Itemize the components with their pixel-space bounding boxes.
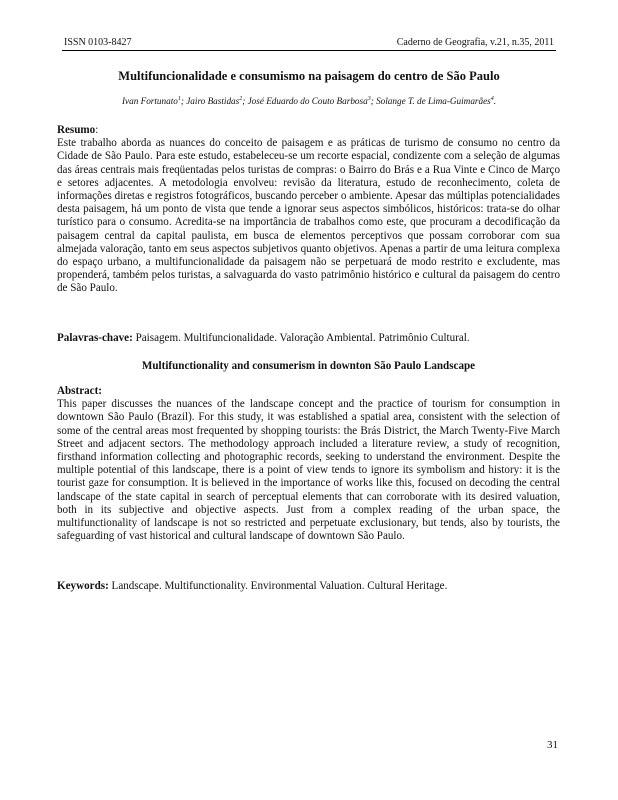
page-number: 31 (547, 739, 558, 751)
journal-citation: Caderno de Geografia, v.21, n.35, 2011 (396, 37, 554, 48)
author-footnote-mark: 3 (367, 95, 371, 102)
author-name: José Eduardo do Couto Barbosa (247, 96, 368, 106)
author-footnote-mark: 4 (490, 95, 494, 102)
keywords-text: Landscape. Multifunctionality. Environmental Valuation. Cultural Heritage. (108, 580, 448, 592)
keywords-label: Keywords: (57, 580, 109, 592)
resumo-heading: Resumo (57, 124, 96, 136)
author-separator: ; (180, 96, 187, 106)
author-footnote-mark: 2 (239, 95, 243, 102)
issn-text: ISSN 0103-8427 (64, 37, 132, 48)
author-separator: . (493, 96, 497, 106)
author-separator: ; (242, 96, 248, 106)
author-footnote-mark: 1 (177, 95, 181, 102)
abstract-heading: Abstract: (57, 385, 102, 397)
author-name: Ivan Fortunato (121, 96, 178, 106)
palavras-chave-section (57, 332, 560, 345)
palavras-chave-label: Palavras-chave: (57, 332, 133, 344)
author-list (62, 95, 556, 107)
palavras-chave-text: Paisagem. Multifuncionalidade. Valoração Ambiental. Patrimônio Cultural. (132, 332, 470, 344)
running-header (62, 37, 556, 51)
abstract-section (57, 385, 560, 543)
article-title: Multifuncionalidade e consumismo na paisagem do centro de São Paulo (118, 69, 500, 83)
abstract-text: This paper discusses the nuances of the landscape concept and the practice of tourism for consumption in downtown São Paulo (Brazil). For this study, it was established a spatial area, consistent with the selection of some of the central areas most frequented by shopping tourists: the Brás District, the March Twenty-Five March Street and adjacent sectors. The methodology approach included a literature review, a study of recognition, firsthand information collecting and photographic records, seeking to understand the environment. Despite the multiple potential of this landscape, there is a point of view tends to ignore its symbolism and history: it is the tourist gaze for consumption. It is believed in the importance of works like this, focused on decoding the central landscape of the state capital in search of perceptual elements that can corroborate with its desired valuation, both in its subjective and objective aspects. Just from a complex reading of the urban space, the multifunctionality of landscape is not so restricted and perpetuate exclusionary, but tends, also by tourists, the safeguarding of vast historical and cultural landscape of downtown São Paulo. (57, 398, 560, 543)
author-name: Jairo Bastidas (186, 96, 240, 106)
keywords-section (57, 580, 560, 593)
resumo-text: Este trabalho aborda as nuances do conceito de paisagem e as práticas de turismo de consumo no centro da Cidade de São Paulo. Para este estudo, estabeleceu-se um recorte espacial, condizente com a seleção de algumas das áreas centrais mais freqüentadas pelos turistas de compras: o Bairro do Brás e a Rua Vinte e Cinco de Março e setores adjacentes. A metodologia envolveu: revisão da literatura, estudo de reconhecimento, coleta de informações diretas e registros fotográficos, buscando perceber o ambiente. Apesar das múltiplas potencialidades desta paisagem, há um ponto de vista que tende a ignorar seus aspectos simbólicos, históricos: trata-se do olhar turístico para o consumo. Acredita-se na importância de trabalhos como este, que procuram a decodificação da paisagem central da capital paulista, em busca de elementos perceptivos que possam corroborar com sua almejada valoração, tanto em seus aspectos subjetivos quanto objetivos. Apenas a partir de uma leitura complexa do espaço urbano, a multifuncionalidade da paisagem não se perpetuará de modo restrito e excludente, mas propenderá, também pelos turistas, a salvaguarda do vasto patrimônio histórico e cultural da paisagem do centro de São Paulo. (57, 137, 560, 295)
author-separator: ; (370, 96, 377, 106)
resumo-section: Resumo: Este trabalho aborda as nuances do conceito de paisagem e as práticas de turismo de consumo no centro da Cidade de São Paulo. Para este estudo, estabeleceu-se um recorte espacial, condizente com a seleção de algumas das áreas centrais mais freqüentadas pelos turistas de compras: o Bairro do Brás e a Rua Vinte e Cinco de Março e setores adjacentes. A metodologia envolveu: revisão da literatura, estudo de reconhecimento, coleta de informações diretas e registros fotográficos, buscando perceber o ambiente. Apesar das múltiplas potencialidades desta paisagem, há um ponto de vista que tende a ignorar seus aspectos simbólicos, históricos: trata-se do olhar turístico para o consumo. Acredita-se na importância de trabalhos como este, que procuram a decodificação da paisagem central da capital paulista, em busca de elementos perceptivos que possam corroborar com sua almejada valoração, tanto em seus aspectos subjetivos quanto objetivos. Apenas a partir de uma leitura complexa do espaço urbano, a multifuncionalidade da paisagem não se perpetuará de modo restrito e excludente, mas propenderá, também pelos turistas, a salvaguarda do vasto patrimônio histórico e cultural da paisagem do centro de São Paulo. (57, 124, 560, 295)
author-name: Solange T. de Lima-Guimarães (376, 96, 491, 106)
english-title: Multifunctionality and consumerism in downton São Paulo Landscape (141, 360, 476, 372)
